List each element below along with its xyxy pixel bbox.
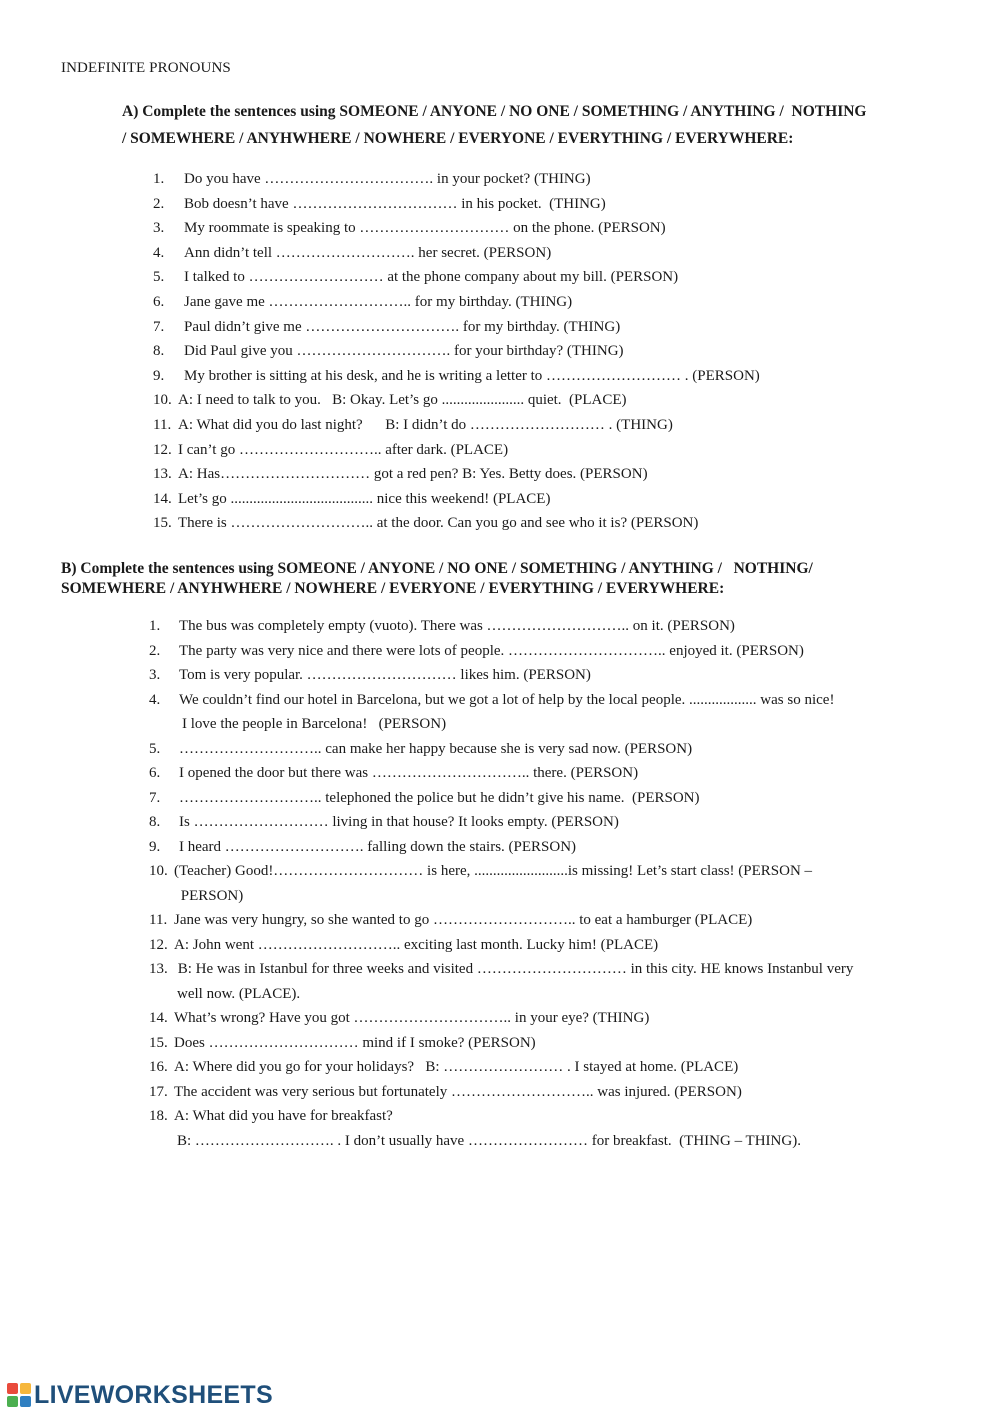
- question-number: 10.: [153, 392, 172, 409]
- logo-square-yellow: [20, 1383, 31, 1394]
- question-body: [174, 1055, 738, 1080]
- question-body: [174, 1031, 536, 1056]
- question-item: [149, 810, 853, 835]
- question-number: 6.: [153, 293, 165, 310]
- question-item: [153, 241, 760, 266]
- question-text: ……………………….. can make her happy because she is very sad now. (PERSON): [179, 740, 693, 757]
- question-text: Let’s go ...................................... nice this weekend! (PLACE): [178, 490, 551, 507]
- question-text: I opened the door but there was ………………………….. there. (PERSON): [179, 765, 639, 781]
- page-title: INDEFINITE PRONOUNS: [61, 60, 231, 76]
- question-number: 6.: [149, 765, 161, 781]
- question-item: [153, 265, 760, 290]
- question-item: [153, 438, 760, 463]
- question-number: 12.: [149, 936, 168, 953]
- logo-square-red: [7, 1383, 18, 1394]
- question-body: [179, 737, 692, 762]
- question-text: Do you have ……………………………. in your pocket? (THING): [184, 171, 591, 187]
- question-body: [179, 835, 576, 860]
- question-number: 1.: [153, 171, 165, 187]
- question-text: A: I need to talk to you. B: Okay. Let’s go ...................... quiet. (PLACE): [178, 392, 627, 409]
- question-text: Jane gave me ……………………….. for my birthday. (THING): [184, 293, 573, 310]
- question-item: [149, 663, 853, 688]
- question-item: [153, 511, 760, 536]
- question-item: [149, 859, 853, 908]
- question-text-continued: PERSON): [177, 887, 244, 904]
- question-item: [149, 737, 853, 762]
- question-item: [149, 688, 853, 737]
- question-text: Does ………………………… mind if I smoke? (PERSON): [174, 1034, 536, 1051]
- question-item: [153, 315, 760, 340]
- liveworksheets-logo[interactable]: [7, 1380, 273, 1410]
- question-text-continued: I love the people in Barcelona! (PERSON): [182, 716, 447, 732]
- question-number: 9.: [153, 367, 165, 384]
- question-item: [153, 216, 760, 241]
- question-body: [174, 933, 658, 958]
- instruction-line: SOMEWHERE / ANYHWHERE / NOWHERE / EVERYONE / EVERYTHING / EVERYWHERE:: [61, 580, 725, 597]
- question-body: [179, 688, 834, 737]
- question-body: [174, 1080, 742, 1105]
- question-text: We couldn’t find our hotel in Barcelona, but we got a lot of help by the local people. .................. was so nice!: [179, 691, 835, 708]
- question-body: [179, 639, 804, 664]
- question-item: [149, 1055, 853, 1080]
- question-item: [149, 614, 853, 639]
- question-text: A: John went ……………………….. exciting last month. Lucky him! (PLACE): [174, 936, 659, 953]
- question-number: 1.: [149, 618, 161, 634]
- liveworksheets-brand-text: LIVEWORKSHEETS: [34, 1380, 273, 1409]
- question-body: [179, 614, 735, 639]
- question-text: The party was very nice and there were lots of people. ………………………….. enjoyed it. (PERSON): [179, 642, 804, 659]
- question-number: 4.: [149, 691, 161, 708]
- question-body: [174, 1006, 649, 1031]
- section-a-question-list: [153, 167, 760, 536]
- question-item: [153, 192, 760, 217]
- question-item: [153, 364, 760, 389]
- instruction-line: A) Complete the sentences using SOMEONE / ANYONE / NO ONE / SOMETHING / ANYTHING / NOTHING: [122, 103, 867, 120]
- question-number: 13.: [149, 961, 168, 977]
- question-text: Did Paul give you …………………………. for your birthday? (THING): [184, 343, 624, 360]
- question-item: [149, 786, 853, 811]
- question-number: 4.: [153, 244, 165, 261]
- question-body: [179, 761, 638, 786]
- question-text: A: Has………………………… got a red pen? B: Yes. Betty does. (PERSON): [178, 466, 648, 483]
- question-number: 8.: [153, 343, 165, 360]
- question-number: 17.: [149, 1083, 168, 1100]
- question-number: 15.: [149, 1034, 168, 1051]
- question-text: There is ……………………….. at the door. Can you go and see who it is? (PERSON): [178, 515, 699, 532]
- question-text: Bob doesn’t have …………………………… in his pocket. (THING): [184, 195, 606, 212]
- question-number: 15.: [153, 515, 172, 532]
- question-text: My brother is sitting at his desk, and he is writing a letter to ……………………… . (PERSON): [184, 367, 760, 384]
- question-item: [149, 957, 853, 1006]
- section-a-instructions: [122, 98, 952, 152]
- question-text: Ann didn’t tell ………………………. her secret. (PERSON): [184, 244, 552, 261]
- question-number: 14.: [153, 490, 172, 507]
- question-item: [149, 835, 853, 860]
- question-body: [174, 859, 812, 908]
- question-number: 3.: [149, 667, 161, 683]
- question-number: 10.: [149, 863, 168, 879]
- question-body: [174, 1104, 801, 1153]
- question-text: B: He was in Istanbul for three weeks and visited ………………………… in this city. HE knows Instanbul very: [174, 961, 854, 977]
- question-item: [149, 1031, 853, 1056]
- question-item: [149, 639, 853, 664]
- question-text: My roommate is speaking to ………………………… on the phone. (PERSON): [184, 220, 666, 237]
- question-number: 2.: [149, 642, 161, 659]
- question-text: ……………………….. telephoned the police but he didn’t give his name. (PERSON): [179, 789, 700, 806]
- question-body: [179, 663, 591, 688]
- question-text: I talked to ……………………… at the phone company about my bill. (PERSON): [184, 269, 679, 286]
- question-item: [153, 487, 760, 512]
- question-text: A: Where did you go for your holidays? B: …………………… . I stayed at home. (PLACE): [174, 1059, 739, 1075]
- question-item: [149, 761, 853, 786]
- question-number: 14.: [149, 1010, 168, 1026]
- question-text: Tom is very popular. ………………………… likes him. (PERSON): [179, 667, 591, 683]
- question-text: A: What did you have for breakfast?: [174, 1108, 393, 1124]
- question-item: [153, 290, 760, 315]
- question-item: [153, 462, 760, 487]
- question-text: Jane was very hungry, so she wanted to go ……………………….. to eat a hamburger (PLACE): [174, 912, 753, 928]
- instruction-line: / SOMEWHERE / ANYHWHERE / NOWHERE / EVERYONE / EVERYTHING / EVERYWHERE:: [122, 130, 794, 147]
- question-number: 12.: [153, 441, 172, 458]
- question-text: Paul didn’t give me …………………………. for my birthday. (THING): [184, 318, 621, 335]
- question-body: [174, 908, 752, 933]
- logo-square-blue: [20, 1396, 31, 1407]
- section-b-question-list: [149, 614, 853, 1153]
- question-number: 13.: [153, 466, 172, 483]
- question-body: [179, 810, 619, 835]
- question-item: [153, 413, 760, 438]
- question-text: A: What did you do last night? B: I didn’t do ……………………… . (THING): [178, 416, 673, 433]
- instruction-line: B) Complete the sentences using SOMEONE / ANYONE / NO ONE / SOMETHING / ANYTHING / NOTHING/: [61, 560, 813, 577]
- question-text-continued: B: ………………………. . I don’t usually have …………………… for breakfast. (THING – THING).: [177, 1132, 801, 1149]
- question-text: What’s wrong? Have you got ………………………….. in your eye? (THING): [174, 1010, 650, 1026]
- question-item: [153, 388, 760, 413]
- question-number: 16.: [149, 1059, 168, 1075]
- question-text: The bus was completely empty (vuoto). There was ……………………….. on it. (PERSON): [179, 618, 735, 634]
- question-item: [153, 167, 760, 192]
- question-text-continued: well now. (PLACE).: [177, 985, 301, 1002]
- question-number: 7.: [153, 318, 165, 335]
- question-number: 11.: [149, 912, 168, 928]
- question-text: The accident was very serious but fortunately ……………………….. was injured. (PERSON): [174, 1083, 742, 1100]
- question-text: Is ……………………… living in that house? It looks empty. (PERSON): [179, 814, 619, 830]
- question-number: 5.: [149, 740, 161, 757]
- question-number: 8.: [149, 814, 161, 830]
- question-item: [149, 1006, 853, 1031]
- question-body: [179, 786, 700, 811]
- question-text: I heard ………………………. falling down the stairs. (PERSON): [179, 838, 577, 855]
- question-item: [149, 1080, 853, 1105]
- question-number: 18.: [149, 1108, 168, 1124]
- question-item: [153, 339, 760, 364]
- question-body: [174, 957, 853, 1006]
- liveworksheets-logo-icon: [7, 1383, 31, 1407]
- question-number: 5.: [153, 269, 165, 286]
- logo-square-green: [7, 1396, 18, 1407]
- question-item: [149, 1104, 853, 1153]
- question-number: 7.: [149, 789, 161, 806]
- question-number: 3.: [153, 220, 165, 237]
- question-text: (Teacher) Good!………………………… is here, .........................is missing! Let’s start class! (PERSON –: [174, 863, 813, 879]
- question-number: 9.: [149, 838, 161, 855]
- question-item: [149, 908, 853, 933]
- question-number: 11.: [153, 416, 172, 433]
- question-text: I can’t go ……………………….. after dark. (PLACE): [178, 441, 509, 458]
- question-item: [149, 933, 853, 958]
- section-b-instructions: [61, 559, 941, 599]
- question-number: 2.: [153, 195, 165, 212]
